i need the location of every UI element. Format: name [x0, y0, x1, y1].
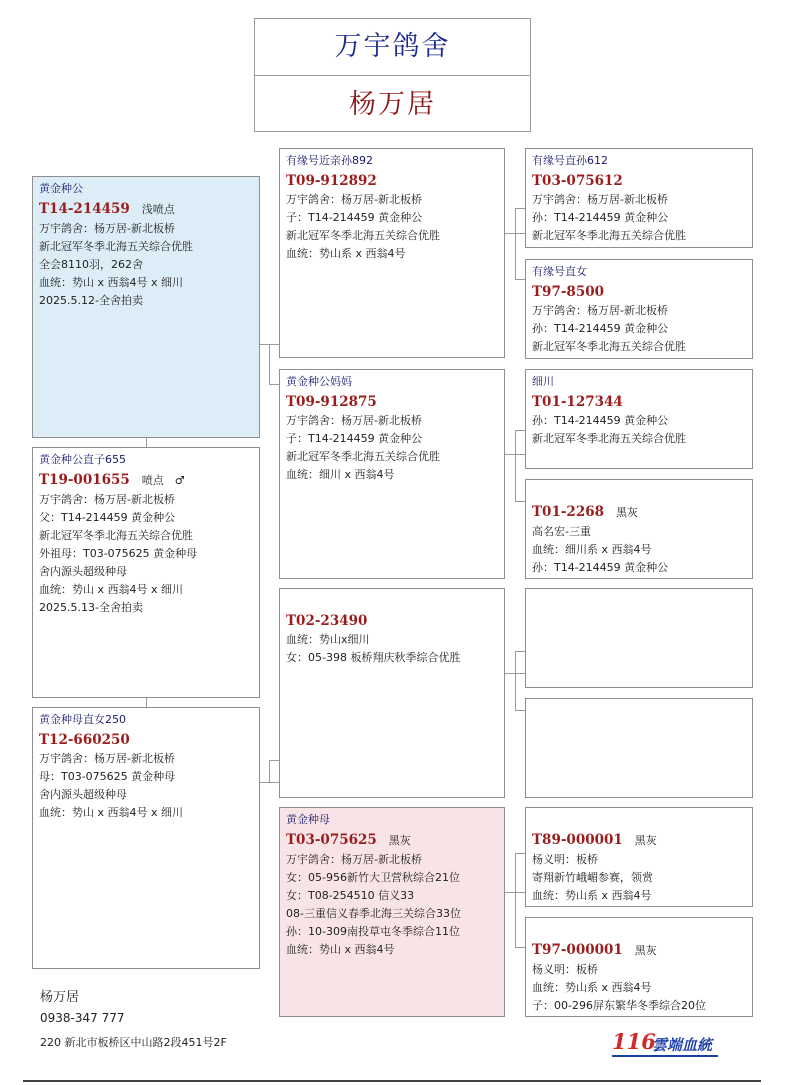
grandparent-card-8 — [525, 917, 753, 1017]
grandparent-color: 黑灰 — [634, 834, 657, 847]
sibling-line: 血统：势山 x 西翁4号 x 细川 — [39, 806, 184, 819]
sibling-line: 舍内源头超级种母 — [39, 565, 127, 578]
subject-line: 万宇鸽舍：杨万居-新北板桥 — [39, 222, 175, 235]
sire-line: 新北冠军冬季北海五关综合优胜 — [286, 229, 440, 242]
grandparent-tag: 有缘号直孙612 — [532, 154, 608, 167]
grandparent-ring-number: T03-075612 — [532, 173, 623, 189]
sibling-ring-number: T12-660250 — [39, 732, 130, 748]
parent-card-3 — [279, 588, 505, 798]
parent-color: 黑灰 — [388, 834, 411, 847]
grandparent-ring-number: T01-2268 — [532, 504, 605, 520]
grandparent-ring-number: T01-127344 — [532, 394, 623, 410]
subject-card — [32, 176, 260, 438]
dam-line: 血统：细川 x 西翁4号 — [286, 468, 395, 481]
connector — [269, 760, 270, 782]
sire-line: 万宇鸽舍：杨万居-新北板桥 — [286, 193, 422, 206]
grandparent-line: 血统：势山系 x 西翁4号 — [532, 981, 652, 994]
sire-tag: 有缘号近亲孙892 — [286, 154, 373, 167]
grandparent-ring-number: T97-8500 — [532, 284, 605, 300]
sibling-line: 新北冠军冬季北海五关综合优胜 — [39, 529, 193, 542]
dam-tag: 黄金种公妈妈 — [286, 375, 352, 388]
sire-line: 血统：势山系 x 西翁4号 — [286, 247, 406, 260]
dam-ring-number: T09-912875 — [286, 394, 377, 410]
grandparent-line: 血统：势山系 x 西翁4号 — [532, 889, 652, 902]
connector — [269, 760, 279, 761]
dam-line: 万宇鸽舍：杨万居-新北板桥 — [286, 414, 422, 427]
parent-line: 女：T08-254510 信义33 — [286, 889, 415, 902]
logo-number: 116 — [612, 1029, 656, 1054]
parent-line: 血统：势山 x 西翁4号 — [286, 943, 395, 956]
sibling-line: 父：T14-214459 黄金种公 — [39, 511, 176, 524]
parent-line: 血统：势山x细川 — [286, 633, 370, 646]
grandparent-line: 杨义明：板桥 — [532, 853, 598, 866]
grandparent-line: 万宇鸽舍：杨万居-新北板桥 — [532, 304, 668, 317]
subject-line: 血统：势山 x 西翁4号 x 细川 — [39, 276, 184, 289]
sibling-color: 喷点 ♂ — [141, 474, 185, 487]
subject-line: 新北冠军冬季北海五关综合优胜 — [39, 240, 193, 253]
sibling-line: 万宇鸽舍：杨万居-新北板桥 — [39, 752, 175, 765]
loft-name: 万宇鸽舍 — [255, 19, 530, 76]
grandparent-color: 黑灰 — [616, 506, 639, 519]
grandparent-line: 孙：T14-214459 黄金种公 — [532, 211, 669, 224]
grandparent-line: 杨义明：板桥 — [532, 963, 598, 976]
grandparent-card-7 — [525, 807, 753, 907]
subject-color: 浅喷点 — [141, 203, 175, 216]
connector — [515, 208, 516, 279]
grandparent-line: 高名宏-三重 — [532, 525, 591, 538]
sire-card — [279, 148, 505, 358]
grandparent-card-1 — [525, 148, 753, 248]
sibling-tag: 黄金种公直子655 — [39, 453, 126, 466]
connector — [269, 384, 279, 385]
connector — [269, 344, 270, 384]
parent-ring-number: T03-075625 — [286, 832, 377, 848]
dam-line: 新北冠军冬季北海五关综合优胜 — [286, 450, 440, 463]
connector — [146, 437, 147, 447]
grandparent-card-2 — [525, 259, 753, 359]
parent-card-4 — [279, 807, 505, 1017]
grandparent-card-6 — [525, 698, 753, 798]
parent-line: 万宇鸽舍：杨万居-新北板桥 — [286, 853, 422, 866]
grandparent-line: 孙：T14-214459 黄金种公 — [532, 322, 669, 335]
grandparent-line: 孙：T14-214459 黄金种公 — [532, 414, 669, 427]
parent-line: 08-三重信义春季北海三关综合33位 — [286, 907, 461, 920]
grandparent-line: 孙：T14-214459 黄金种公 — [532, 561, 669, 574]
grandparent-line: 新北冠军冬季北海五关综合优胜 — [532, 432, 686, 445]
subject-tag: 黄金种公 — [39, 182, 83, 195]
sire-ring-number: T09-912892 — [286, 173, 377, 189]
dam-line: 子：T14-214459 黄金种公 — [286, 432, 423, 445]
grandparent-line: 万宇鸽舍：杨万居-新北板桥 — [532, 193, 668, 206]
grandparent-line: 新北冠军冬季北海五关综合优胜 — [532, 340, 686, 353]
grandparent-color: 黑灰 — [634, 944, 657, 957]
parent-line: 女：05-398 板桥翔庆秋季综合优胜 — [286, 651, 461, 664]
sibling-ring-number: T19-001655 — [39, 472, 130, 488]
parent-ring-number: T02-23490 — [286, 613, 368, 629]
grandparent-line: 新北冠军冬季北海五关综合优胜 — [532, 229, 686, 242]
grandparent-ring-number: T89-000001 — [532, 832, 623, 848]
subject-line: 全会8110羽，262舍 — [39, 258, 143, 271]
subject-line: 2025.5.12-全舍拍卖 — [39, 294, 143, 307]
grandparent-line: 子：00-296屏东繁华冬季综合20位 — [532, 999, 706, 1012]
connector — [259, 782, 279, 783]
footer-address: 220 新北市板桥区中山路2段451号2F — [40, 1036, 227, 1049]
connector — [515, 853, 516, 947]
sibling-line: 万宇鸽舍：杨万居-新北板桥 — [39, 493, 175, 506]
sibling-line: 舍内源头超级种母 — [39, 788, 127, 801]
grandparent-ring-number: T97-000001 — [532, 942, 623, 958]
connector — [146, 697, 147, 707]
footer-phone: 0938-347 777 — [40, 1011, 125, 1025]
owner-name: 杨万居 — [349, 89, 436, 120]
grandparent-line: 血统：细川系 x 西翁4号 — [532, 543, 652, 556]
sibling-line: 外祖母：T03-075625 黄金种母 — [39, 547, 198, 560]
sibling-card-1 — [32, 447, 260, 698]
logo-underline — [612, 1055, 718, 1057]
sibling-line: 2025.5.13-全舍拍卖 — [39, 601, 143, 614]
bottom-rule — [23, 1080, 761, 1082]
parent-line: 孙：10-309南投草屯冬季综合11位 — [286, 925, 460, 938]
grandparent-card-4 — [525, 479, 753, 579]
parent-tag: 黄金种母 — [286, 813, 330, 826]
dam-card — [279, 369, 505, 579]
sibling-card-2 — [32, 707, 260, 969]
sibling-tag: 黄金种母直女250 — [39, 713, 126, 726]
sibling-line: 母：T03-075625 黄金种母 — [39, 770, 176, 783]
grandparent-card-3 — [525, 369, 753, 469]
grandparent-card-5 — [525, 588, 753, 688]
grandparent-tag: 有缘号直女 — [532, 265, 587, 278]
logo-text: 雲端血統 — [652, 1036, 713, 1054]
subject-ring-number: T14-214459 — [39, 201, 130, 217]
logo — [612, 1031, 722, 1057]
sibling-line: 血统：势山 x 西翁4号 x 细川 — [39, 583, 184, 596]
parent-line: 女：05-956新竹大卫营秋综合21位 — [286, 871, 460, 884]
grandparent-tag: 细川 — [532, 375, 554, 388]
sire-line: 子：T14-214459 黄金种公 — [286, 211, 423, 224]
footer-owner-name: 杨万居 — [40, 990, 80, 1005]
grandparent-line: 寄翔新竹峨嵋参赛，领赏 — [532, 871, 653, 884]
title-box — [254, 18, 531, 132]
connector — [515, 430, 516, 501]
connector — [515, 651, 516, 710]
